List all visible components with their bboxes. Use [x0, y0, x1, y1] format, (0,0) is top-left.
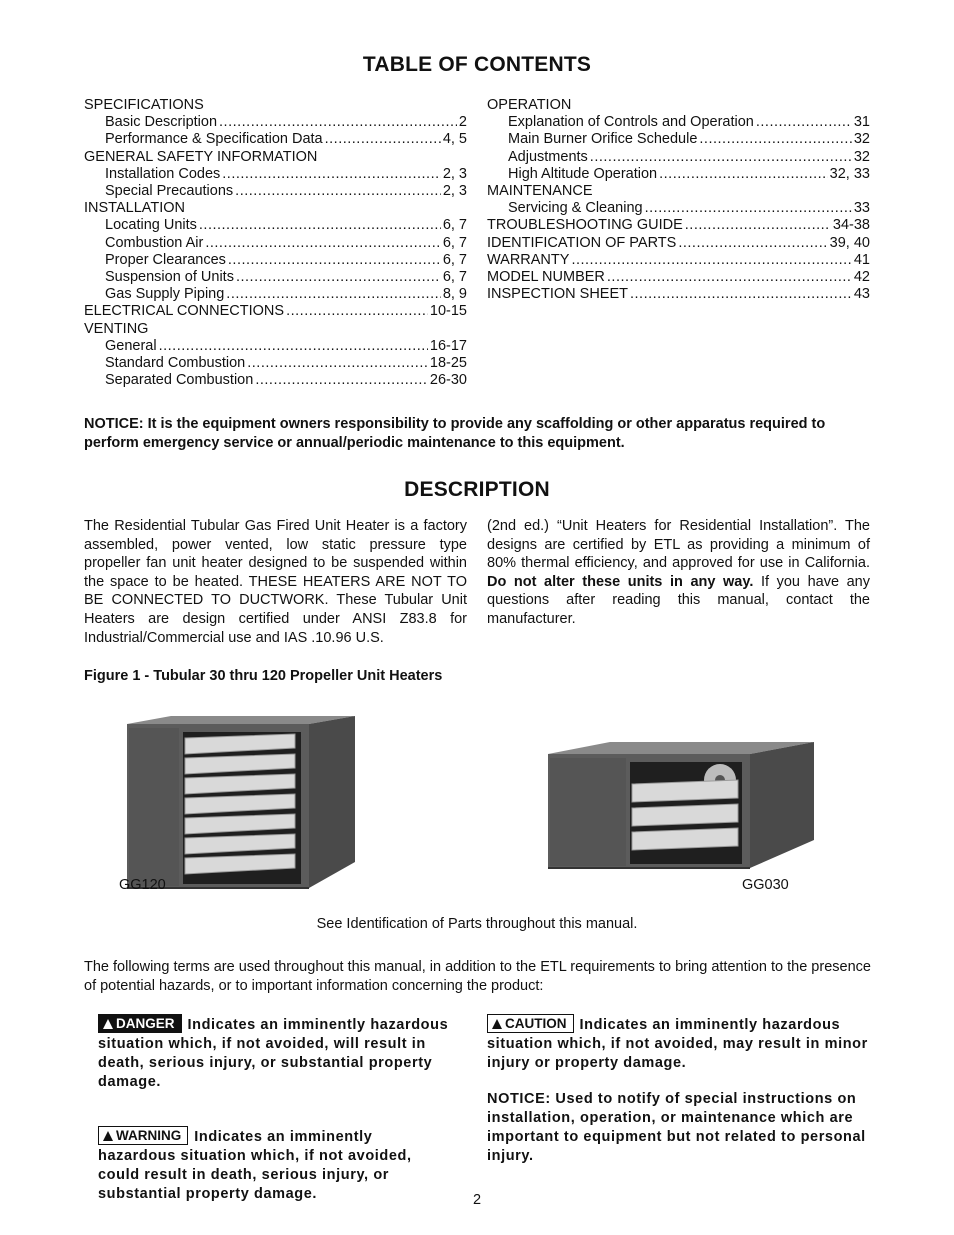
toc-section-heading: INSTALLATION [84, 200, 185, 217]
toc-entry-label: Installation Codes [105, 165, 221, 182]
toc-entry [487, 235, 870, 252]
toc-entry-page: 18-25 [429, 355, 467, 372]
toc-entry-label: TROUBLESHOOTING GUIDE [487, 217, 683, 234]
toc-entry [84, 286, 467, 303]
toc-entry [84, 131, 467, 148]
toc-dot-leader [325, 131, 441, 148]
toc-entry [84, 269, 467, 286]
danger-badge [98, 1014, 182, 1033]
toc-entry-page: 32, 33 [829, 165, 870, 182]
toc-dot-leader [286, 303, 428, 320]
toc-entry-label: General [105, 337, 157, 354]
warning-triangle-icon [103, 1131, 113, 1141]
toc-entry-page: 34-38 [832, 217, 870, 234]
toc-entry-page: 26-30 [429, 372, 467, 389]
toc-entry-page: 6, 7 [442, 269, 467, 286]
toc-entry [84, 338, 467, 355]
toc-dot-leader [756, 114, 852, 131]
gg030-heater-image [546, 740, 814, 870]
toc-entry-label: Combustion Air [105, 234, 204, 251]
toc-entry [487, 269, 870, 286]
toc-dot-leader [645, 200, 852, 217]
see-identification-note: See Identification of Parts throughout this manual. [316, 916, 638, 932]
toc-entry [487, 114, 870, 131]
toc-entry-label: Performance & Specification Data [105, 131, 323, 148]
toc-entry-page: 31 [853, 114, 870, 131]
toc-entry [84, 252, 467, 269]
toc-entry [487, 252, 870, 269]
caution-badge [487, 1014, 574, 1033]
toc-left-column [84, 97, 467, 389]
toc-entry [84, 372, 467, 389]
toc-entry [84, 114, 467, 131]
toc-dot-leader [235, 183, 441, 200]
toc-entry [487, 217, 870, 234]
toc-entry-page: 33 [853, 200, 870, 217]
toc-entry-label: Explanation of Controls and Operation [508, 114, 754, 131]
toc-dot-leader [607, 269, 852, 286]
toc-right-column [487, 97, 870, 303]
figure-caption: Figure 1 - Tubular 30 thru 120 Propeller Unit Heaters [84, 668, 443, 684]
toc-entry-label: Special Precautions [105, 183, 234, 200]
toc-entry-page: 39, 40 [829, 234, 870, 251]
toc-entry [84, 217, 467, 234]
gg030-label: GG030 [742, 877, 789, 893]
danger-badge-label: DANGER [116, 1016, 175, 1031]
description-left-text: The Residential Tubular Gas Fired Unit Heater is a factory assembled, power vented, low static pressure type propeller fan unit heater designed to be suspended within the space to be heated. THESE HEATERS ARE NOT TO BE CONNECTED TO DUCTWORK. These Tubular Unit Heaters are design certified under ANSI Z83.8 for Industrial/Commercial use and IAS .10.96 U.S. [84, 518, 467, 646]
toc-dot-leader [226, 286, 441, 303]
danger-triangle-icon [103, 1019, 113, 1029]
toc-entry-page: 2, 3 [442, 183, 467, 200]
toc-section-heading: VENTING [84, 320, 149, 337]
toc-entry-page: 32 [853, 148, 870, 165]
description-right-part-1: (2nd ed.) “Unit Heaters for Residential Installation”. The designs are certified by ETL as providing a minimum of 80% thermal efficiency, and approved for use in California. [487, 518, 870, 572]
toc-entry-label: INSPECTION SHEET [487, 286, 628, 303]
toc-entry-label: High Altitude Operation [508, 165, 658, 182]
caution-triangle-icon [492, 1019, 502, 1029]
toc-entry-page: 6, 7 [442, 234, 467, 251]
toc-dot-leader [678, 235, 827, 252]
notice-scaffolding: NOTICE: It is the equipment owners responsibility to provide any scaffolding or other apparatus required to perform emergency service or annual/periodic maintenance to this equipment. [84, 416, 826, 451]
toc-dot-leader [159, 338, 428, 355]
toc-entry-label: Proper Clearances [105, 251, 226, 268]
toc-entry [487, 131, 870, 148]
toc-dot-leader [205, 235, 440, 252]
toc-entry-label: ELECTRICAL CONNECTIONS [84, 303, 285, 320]
toc-entry [84, 183, 467, 200]
toc-entry-page: 8, 9 [442, 286, 467, 303]
toc-entry-label: Main Burner Orifice Schedule [508, 131, 698, 148]
danger-text: Indicates an imminently hazardous situation which, if not avoided, will result in death, serious injury, or substantial property damage. [98, 1017, 449, 1090]
toc-entry-page: 42 [853, 269, 870, 286]
danger-block [98, 1014, 453, 1092]
description-bold-warning: Do not alter these units in any way. [487, 573, 754, 590]
toc-entry [84, 355, 467, 372]
toc-entry-page: 41 [853, 251, 870, 268]
caution-badge-label: CAUTION [505, 1016, 567, 1031]
toc-entry-page: 2, 3 [442, 165, 467, 182]
page-number: 2 [472, 1192, 482, 1208]
toc-dot-leader [228, 252, 441, 269]
toc-dot-leader [199, 217, 441, 234]
toc-dot-leader [590, 149, 852, 166]
caution-text: Indicates an imminently hazardous situation which, if not avoided, may result in minor injury or property damage. [487, 1017, 868, 1071]
toc-entry [487, 149, 870, 166]
toc-entry-page: 43 [853, 286, 870, 303]
toc-dot-leader [685, 217, 831, 234]
description-title: DESCRIPTION [404, 478, 550, 501]
toc-dot-leader [659, 166, 828, 183]
toc-dot-leader [699, 131, 851, 148]
toc-entry-label: Servicing & Cleaning [508, 200, 643, 217]
toc-title: TABLE OF CONTENTS [362, 53, 592, 76]
toc-dot-leader [219, 114, 457, 131]
warning-text: Indicates an imminently hazardous situation which, if not avoided, could result in death, serious injury, or substantial property damage. [98, 1129, 412, 1202]
warning-badge [98, 1126, 188, 1145]
toc-entry-label: Standard Combustion [105, 355, 246, 372]
toc-entry-label: MODEL NUMBER [487, 269, 605, 286]
toc-entry-page: 4, 5 [442, 131, 467, 148]
toc-dot-leader [236, 269, 441, 286]
toc-section-heading: OPERATION [487, 97, 572, 113]
toc-entry [487, 166, 870, 183]
terms-intro: The following terms are used throughout this manual, in addition to the ETL requirements to bring attention to the presence of potential hazards, or to important information concerning the product: [84, 959, 871, 994]
toc-entry [84, 166, 467, 183]
toc-entry-label: Suspension of Units [105, 269, 234, 286]
toc-entry-label: Basic Description [105, 114, 218, 131]
toc-entry-page: 16-17 [429, 337, 467, 354]
description-right-part-2: If you have any questions after reading this manual, contact the manufacturer. [487, 573, 870, 627]
toc-entry-page: 32 [853, 131, 870, 148]
toc-section-heading: MAINTENANCE [487, 183, 593, 200]
toc-entry-label: Adjustments [508, 148, 588, 165]
toc-dot-leader [247, 355, 428, 372]
toc-entry [487, 286, 870, 303]
gg120-label: GG120 [119, 877, 166, 893]
description-right-text [487, 517, 870, 629]
toc-entry-label: Gas Supply Piping [105, 286, 225, 303]
toc-entry [84, 235, 467, 252]
toc-entry [84, 303, 467, 320]
toc-dot-leader [630, 286, 852, 303]
toc-entry-page: 10-15 [429, 303, 467, 320]
notice-definition: NOTICE: Used to notify of special instructions on installation, operation, or maintenance which are important to equipment but not related to personal injury. [487, 1091, 866, 1164]
toc-entry-page: 6, 7 [442, 251, 467, 268]
warning-badge-label: WARNING [116, 1128, 182, 1143]
toc-entry-page: 2 [458, 114, 467, 131]
toc-dot-leader [255, 372, 428, 389]
toc-entry [487, 200, 870, 217]
caution-block [487, 1014, 870, 1073]
gg120-heater-image [123, 712, 355, 890]
toc-entry-label: IDENTIFICATION OF PARTS [487, 234, 677, 251]
toc-dot-leader [571, 252, 851, 269]
toc-section-heading: GENERAL SAFETY INFORMATION [84, 148, 318, 165]
toc-dot-leader [222, 166, 441, 183]
toc-section-heading: SPECIFICATIONS [84, 97, 204, 113]
toc-entry-label: Separated Combustion [105, 372, 254, 389]
toc-entry-page: 6, 7 [442, 217, 467, 234]
toc-entry-label: WARRANTY [487, 251, 570, 268]
toc-entry-label: Locating Units [105, 217, 197, 234]
